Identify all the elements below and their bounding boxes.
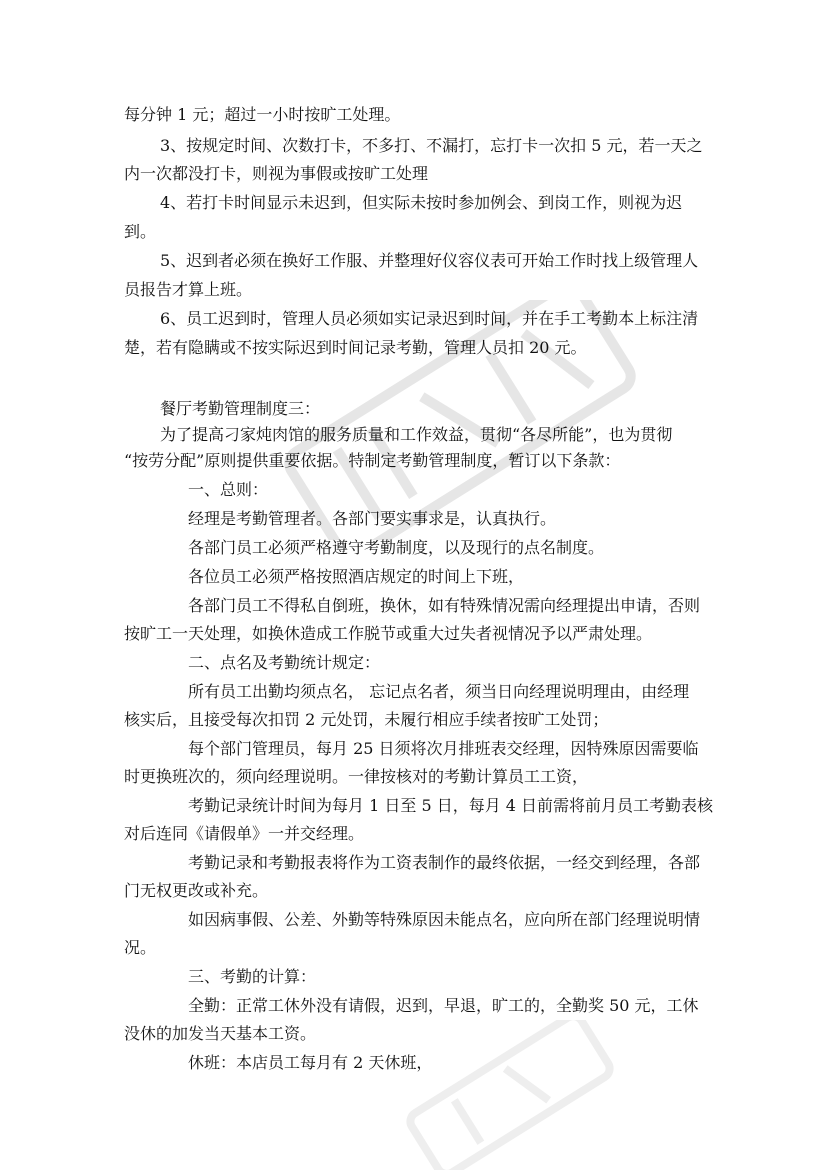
text-line: 核实后，且接受每次扣罚 2 元处罚，未履行相应手续者按旷工处罚；: [124, 710, 609, 729]
text-line: 全勤：正常工休外没有请假，迟到，早退，旷工的，全勤奖 50 元，工休: [188, 996, 699, 1015]
text-line: 考勤记录统计时间为每月 1 日至 5 日，每月 4 日前需将前月员工考勤表核: [188, 796, 714, 815]
text-line: 考勤记录和考勤报表将作为工资表制作的最终依据，一经交到经理，各部: [188, 853, 701, 872]
text-line: 按旷工一天处理，如换休造成工作脱节或重大过失者视情况予以严肃处理。: [124, 624, 653, 643]
text-line: 到。: [124, 222, 157, 241]
text-line: 员报告才算上班。: [124, 280, 253, 299]
text-line: 6、员工迟到时，管理人员必须如实记录迟到时间，并在手工考勤本上标注清: [160, 309, 699, 328]
text-line: “按劳分配”原则提供重要依据。特制定考勤管理制度，暂订以下条款：: [124, 451, 621, 470]
text-line: 一、总则：: [188, 480, 269, 499]
text-line: 况。: [124, 938, 157, 957]
text-line: 门无权更改或补充。: [124, 881, 269, 900]
text-line: 各部门员工不得私自倒班，换休，如有特殊情况需向经理提出申请，否则: [188, 596, 701, 615]
watermark-seal-bottom: [380, 1020, 640, 1170]
text-line: 各位员工必须严格按照酒店规定的时间上下班，: [188, 567, 525, 586]
text-line: 5、迟到者必须在换好工作服、并整理好仪容仪表可开始工作时找上级管理人: [160, 251, 699, 270]
text-line: 所有员工出勤均须点名， 忘记点名者，须当日向经理说明理由，由经理: [188, 682, 690, 701]
text-line: 为了提高刁家炖肉馆的服务质量和工作效益，贯彻“各尽所能”，也为贯彻: [160, 425, 673, 444]
text-line: 内一次都没打卡，则视为事假或按旷工处理: [124, 164, 429, 183]
text-line: 经理是考勤管理者。各部门要实事求是，认真执行。: [188, 509, 557, 528]
text-line: 4、若打卡时间显示未迟到，但实际未按时参加例会、到岗工作，则视为迟: [160, 193, 683, 212]
text-line: 3、按规定时间、次数打卡，不多打、不漏打，忘打卡一次扣 5 元，若一天之: [160, 136, 703, 155]
text-line: 如因病事假、公差、外勤等特殊原因未能点名，应向所在部门经理说明情: [188, 910, 701, 929]
text-line: 楚，若有隐瞒或不按实际迟到时间记录考勤，管理人员扣 20 元。: [124, 338, 587, 357]
section-heading: 餐厅考勤管理制度三：: [160, 399, 321, 418]
text-line: 时更换班次的，须向经理说明。一律按核对的考勤计算员工工资，: [124, 767, 589, 786]
text-line: 三、考勤的计算：: [188, 967, 317, 986]
text-line: 休班：本店员工每月有 2 天休班，: [188, 1053, 433, 1072]
watermark-seal: [230, 300, 690, 540]
text-line: 对后连同《请假单》一并交经理。: [124, 824, 365, 843]
text-line: 二、点名及考勤统计规定：: [188, 653, 381, 672]
text-line: 各部门员工必须严格遵守考勤制度，以及现行的点名制度。: [188, 538, 605, 557]
text-line: 没休的加发当天基本工资。: [124, 1024, 317, 1043]
text-line: 每个部门管理员，每月 25 日须将次月排班表交经理，因特殊原因需要临: [188, 739, 699, 758]
text-line: 每分钟 1 元；超过一小时按旷工处理。: [124, 105, 401, 124]
